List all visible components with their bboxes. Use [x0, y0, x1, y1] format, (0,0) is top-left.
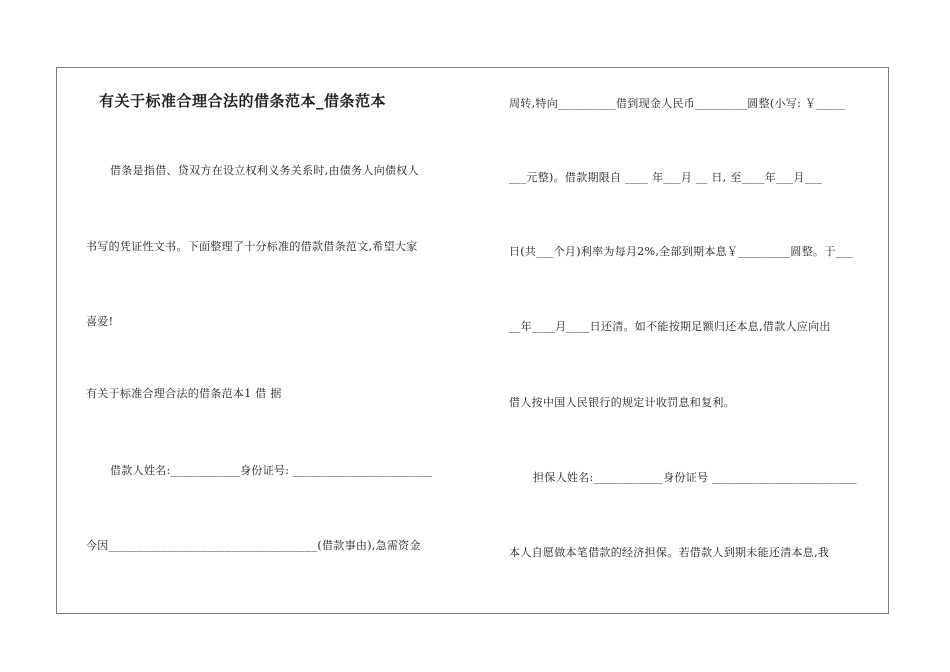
left-paragraph-line-3: 喜爱! — [86, 315, 114, 328]
left-paragraph-line-1: 借条是指借、贷双方在设立权利义务关系时,由债务人向债权人 — [110, 164, 419, 177]
right-line-1: 周转,特向__________借到现金人民币_________圆整(小写: ￥_____ — [509, 97, 846, 110]
left-reason-line: 今因____________________________________(借款事由),急需资金 — [86, 539, 421, 552]
document-title: 有关于标准合理合法的借条范本_借条范本 — [99, 92, 387, 110]
right-guarantor-line: 担保人姓名:____________身份证号 _________________________ — [533, 471, 858, 484]
left-borrower-line: 借款人姓名:____________身份证号: ________________________ — [110, 464, 433, 477]
right-line-3: 日(共___个月)利率为每月2%,全部到期本息￥_________圆整。于___ — [509, 245, 854, 258]
page-border — [56, 67, 889, 614]
left-section-heading: 有关于标准合理合法的借条范本1 借 据 — [86, 387, 282, 400]
right-line-4: __年____月____日还清。如不能按期足额归还本息,借款人应向出 — [509, 320, 831, 333]
right-line-7: 本人自愿做本笔借款的经济担保。若借款人到期未能还清本息,我 — [509, 546, 830, 559]
left-paragraph-line-2: 书写的凭证性文书。下面整理了十分标准的借款借条范文,希望大家 — [86, 240, 418, 253]
right-line-5: 借人按中国人民银行的规定计收罚息和复利。 — [509, 396, 735, 409]
right-line-2: ___元整)。借款期限自 ____ 年___月 __ 日, 至____年___月___ — [509, 171, 823, 184]
